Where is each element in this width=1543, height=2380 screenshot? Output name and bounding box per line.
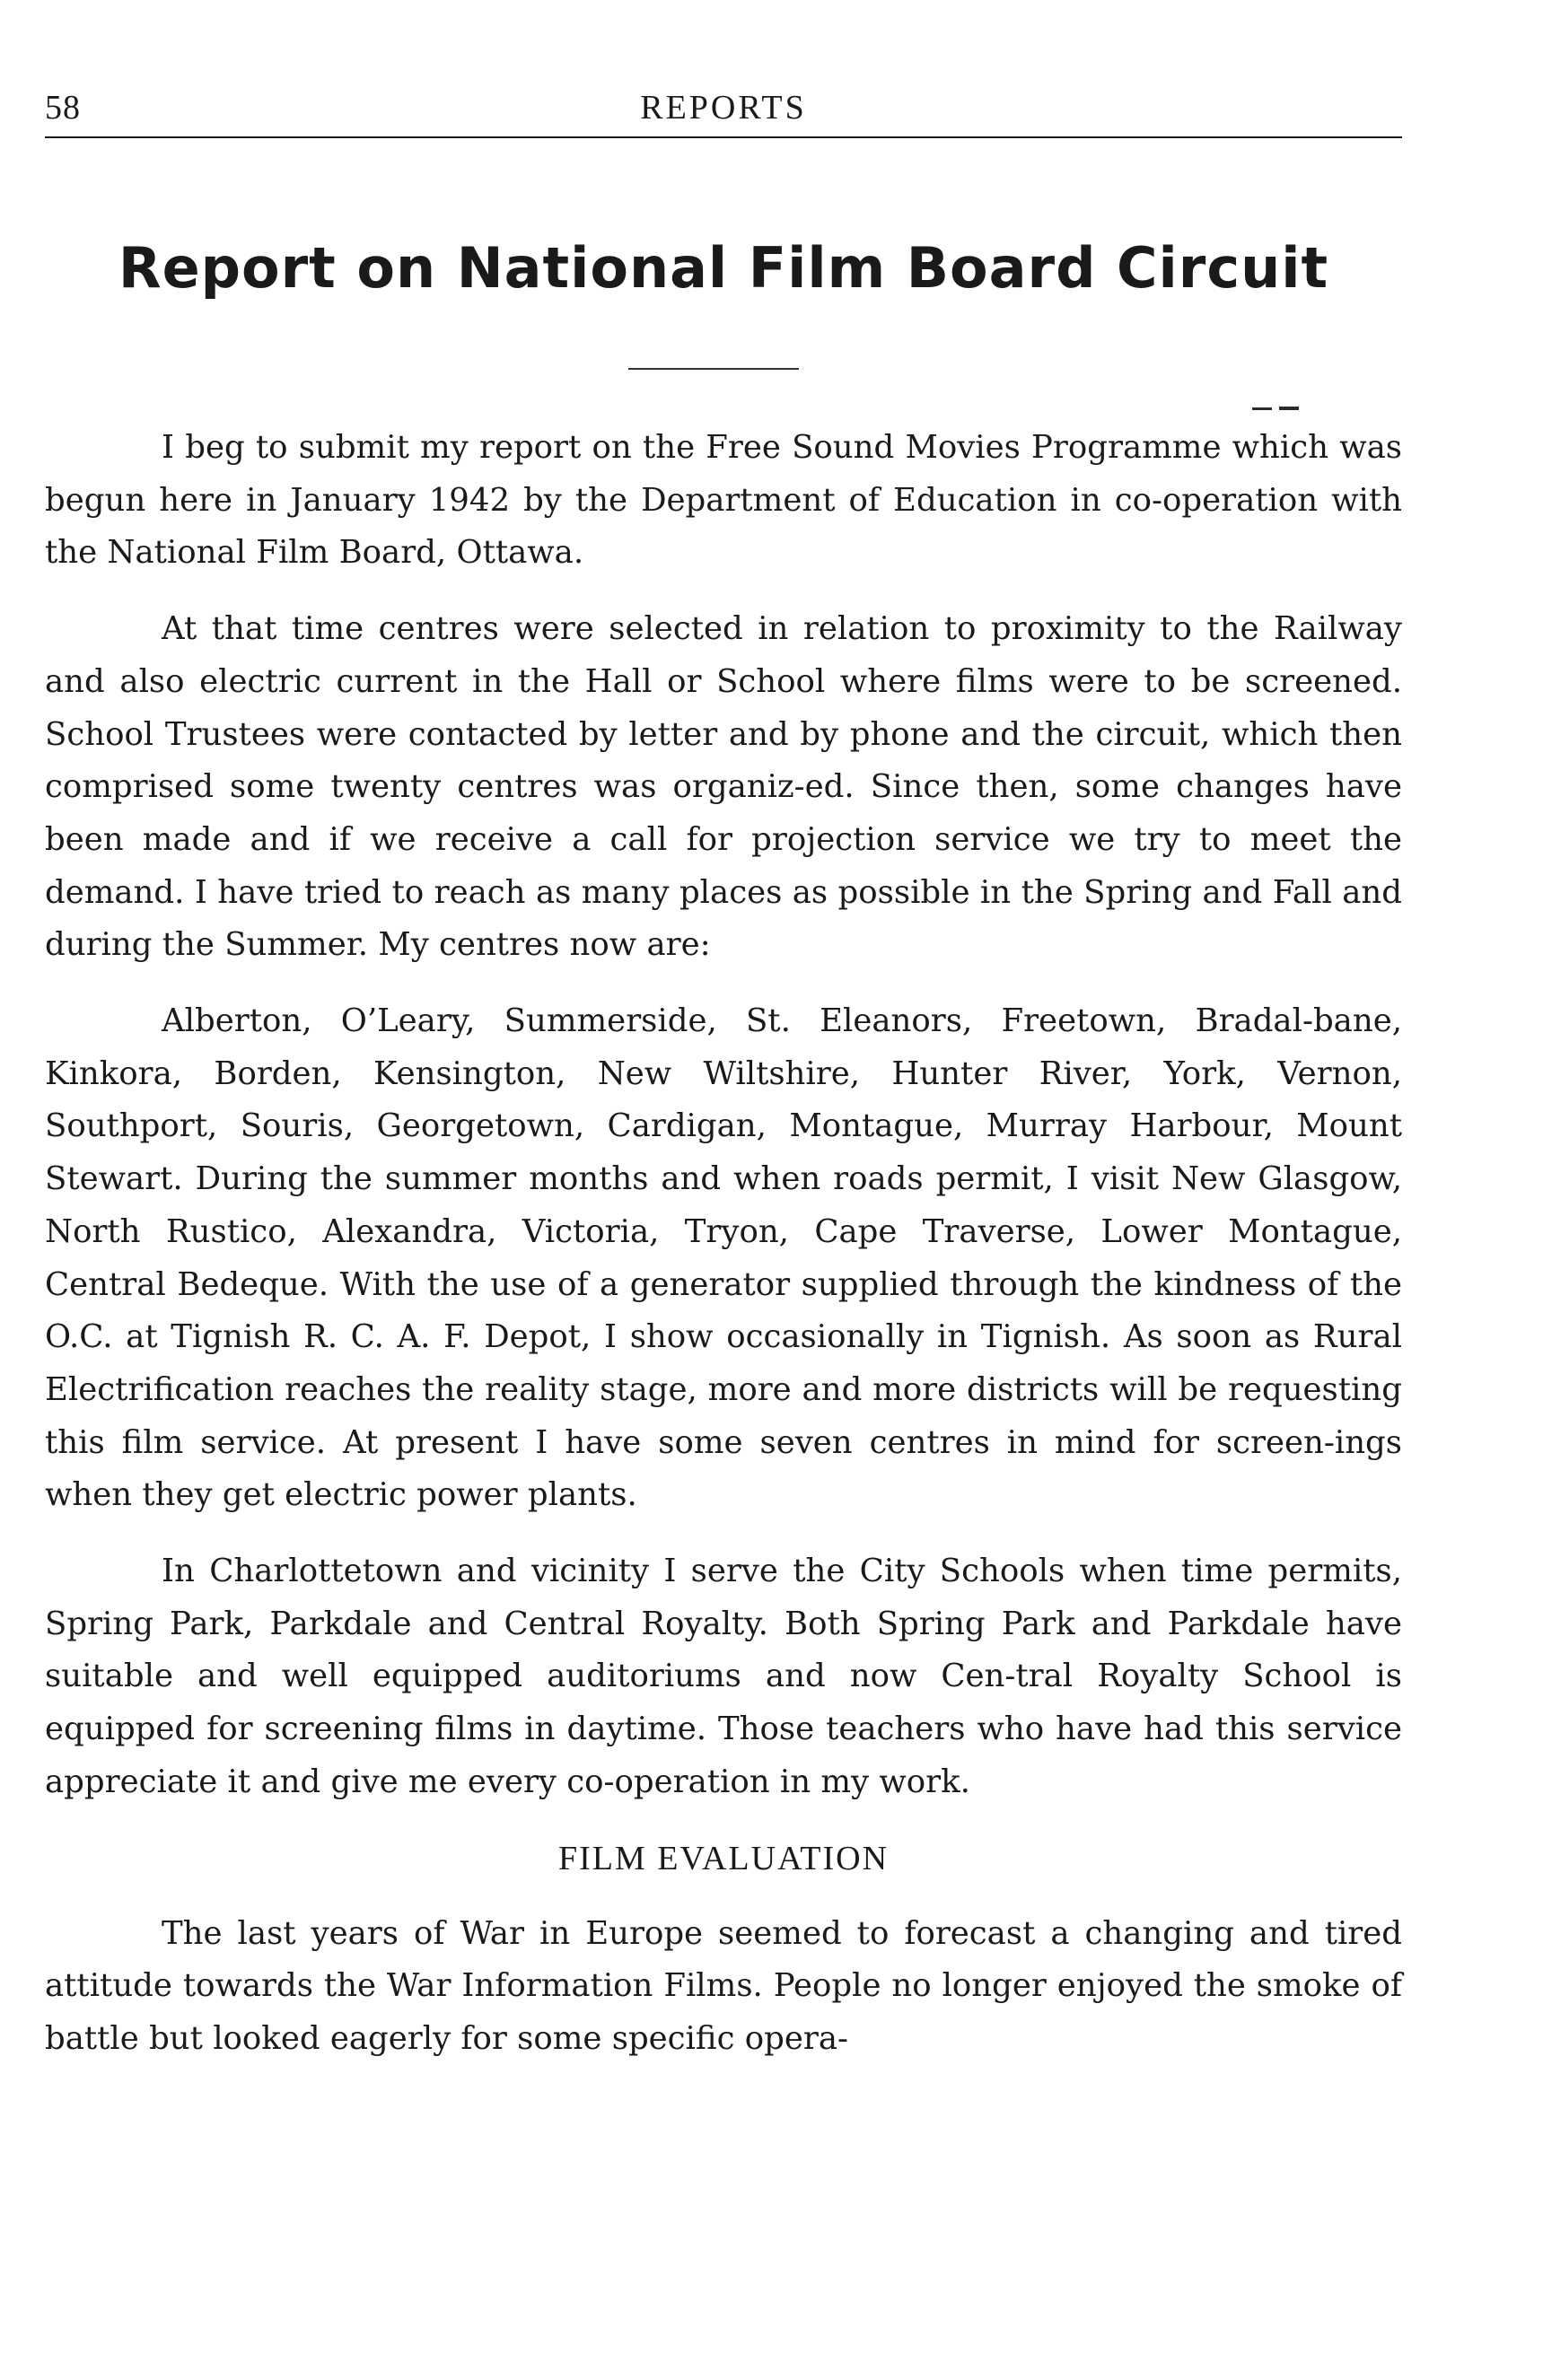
page-number: 58 <box>45 89 81 127</box>
running-head <box>45 86 1402 138</box>
paragraph-intro: I beg to submit my report on the Free Sound Movies Programme which was begun here in January 1942 by the Department of Education in co-operation with the National Film Board, Ottawa. <box>45 429 1402 572</box>
title-divider <box>628 368 799 370</box>
print-speck <box>1252 407 1272 410</box>
paragraph-film-evaluation: The last years of War in Europe seemed to forecast a changing and tired attitude towards the War Information Films. People no longer enjoyed the smoke of battle but looked eagerly for some specific opera- <box>45 1914 1402 2057</box>
paragraph-centres-list: Alberton, O’Leary, Summerside, St. Eleanors, Freetown, Bradal-bane, Kinkora, Borden, Kensington, New Wiltshire, Hunter River, York, Vernon, Southport, Souris, Georgetown, Cardigan, Montague, Murray Harbour, Mount Stewart. During the summer months and when roads permit, I visit New Glasgow, North Rustico, Alexandra, Victoria, Tryon, Cape Traverse, Lower Montague, Central Bedeque. With the use of a generator supplied through the kindness of the O.C. at Tignish R. C. A. F. Depot, I show occasionally in Tignish. As soon as Rural Electrification reaches the reality stage, more and more districts will be requesting this film service. At present I have some seven centres in mind for screen-ings when they get electric power plants. <box>45 1002 1402 1514</box>
section-heading: FILM EVALUATION <box>557 1839 890 1877</box>
page-title: Report on National Film Board Circuit <box>118 235 1329 301</box>
print-speck <box>1279 407 1299 410</box>
running-title: REPORTS <box>640 89 807 127</box>
paragraph-charlottetown: In Charlottetown and vicinity I serve the City Schools when time permits, Spring Park, Parkdale and Central Royalty. Both Spring Park and Parkdale have suitable and well equipped auditoriums and now Cen-tral Royalty School is equipped for screening films in daytime. Those teachers who have had this service appreciate it and give me every co-operation in my work. <box>45 1553 1402 1800</box>
article-body <box>45 422 1402 2089</box>
paragraph-centres-selection: At that time centres were selected in relation to proximity to the Railway and also electric current in the Hall or School where films were to be screened. School Trustees were contacted by letter and by phone and the circuit, which then comprised some twenty centres was organiz-ed. Since then, some changes have been made and if we receive a call for projection service we try to meet the demand. I have tried to reach as many places as possible in the Spring and Fall and during the Summer. My centres now are: <box>45 610 1402 964</box>
